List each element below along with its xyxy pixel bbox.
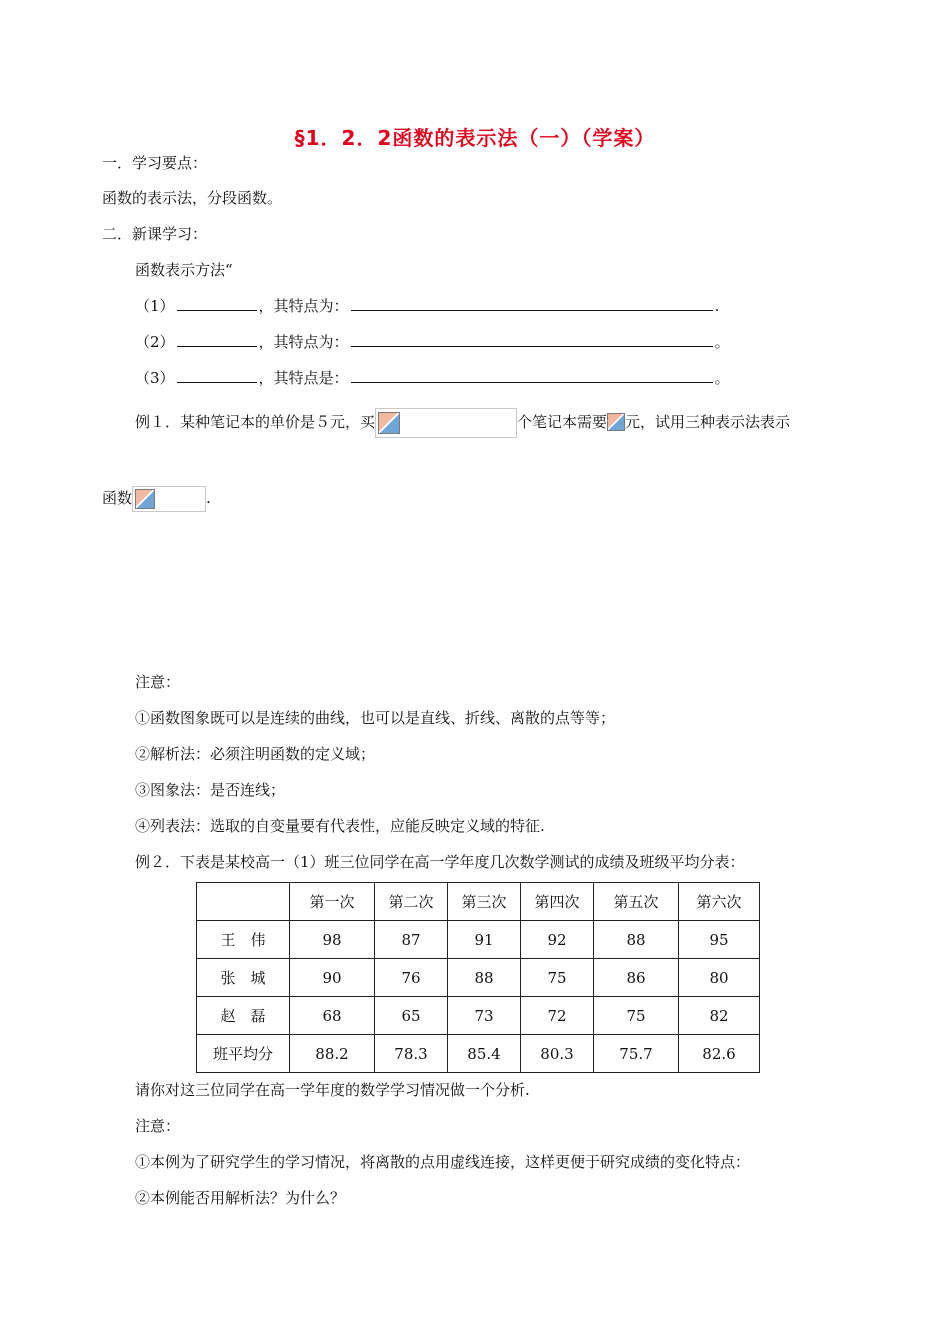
table-header-cell: 第五次 <box>594 883 679 921</box>
student-name-cell: 赵 磊 <box>197 997 290 1035</box>
method-item-label: ，其特点为： <box>258 333 349 351</box>
average-cell: 78.3 <box>375 1035 448 1073</box>
average-cell: 85.4 <box>448 1035 521 1073</box>
method-name-blank[interactable] <box>177 368 257 383</box>
method-feature-blank[interactable] <box>351 332 713 347</box>
example2-question: 请你对这三位同学在高一学年度的数学学习情况做一个分析. <box>135 1081 530 1099</box>
broken-image-icon <box>378 412 400 434</box>
note1-item-2: ②解析法：必须注明函数的定义域； <box>135 745 376 763</box>
example1-text-a: 例１．某种笔记本的单价是５元，买 <box>135 413 376 431</box>
average-cell: 75.7 <box>594 1035 679 1073</box>
score-cell: 91 <box>448 921 521 959</box>
note1-item-3: ③图象法：是否连线； <box>135 781 286 799</box>
table-row <box>197 959 760 997</box>
section1-heading: 一．学习要点： <box>102 154 208 172</box>
score-cell: 72 <box>521 997 594 1035</box>
broken-image-icon <box>135 489 155 509</box>
method-item-3 <box>135 368 730 388</box>
example1-line <box>135 408 790 438</box>
score-cell: 76 <box>375 959 448 997</box>
student-name-cell: 张 城 <box>197 959 290 997</box>
method-item-label: ，其特点为： <box>258 297 349 315</box>
formula-image-placeholder <box>132 486 206 512</box>
note1-item-1: ①函数图象既可以是连续的曲线，也可以是直线、折线、离散的点等等； <box>135 709 616 727</box>
score-cell: 87 <box>375 921 448 959</box>
note2-item-2: ②本例能否用解析法？为什么？ <box>135 1189 346 1207</box>
section1-content: 函数的表示法，分段函数。 <box>102 189 283 207</box>
broken-image-icon <box>607 413 625 431</box>
table-header-cell: 第三次 <box>448 883 521 921</box>
table-header-cell: 第六次 <box>679 883 760 921</box>
example1-line-2 <box>102 486 211 512</box>
method-item-label: ，其特点是： <box>258 369 349 387</box>
methods-intro: 函数表示方法“ <box>135 261 233 279</box>
average-cell: 88.2 <box>290 1035 375 1073</box>
section2-heading: 二．新课学习： <box>102 225 208 243</box>
table-header-cell <box>197 883 290 921</box>
score-cell: 73 <box>448 997 521 1035</box>
table-header-cell: 第一次 <box>290 883 375 921</box>
score-cell: 95 <box>679 921 760 959</box>
score-cell: 82 <box>679 997 760 1035</box>
notes2-heading: 注意： <box>135 1117 181 1135</box>
formula-image-placeholder <box>375 408 517 438</box>
example1-text-b: 个笔记本需要 <box>517 413 608 431</box>
method-name-blank[interactable] <box>177 296 257 311</box>
score-cell: 86 <box>594 959 679 997</box>
method-feature-blank[interactable] <box>351 368 713 383</box>
formula-image-placeholder <box>607 413 625 433</box>
class-average-label-cell: 班平均分 <box>197 1035 290 1073</box>
note1-item-4: ④列表法：选取的自变量要有代表性，应能反映定义域的特征. <box>135 817 545 835</box>
method-item-number: （2） <box>135 333 175 351</box>
method-name-blank[interactable] <box>177 332 257 347</box>
method-feature-blank[interactable] <box>351 296 713 311</box>
table-row <box>197 1035 760 1073</box>
example1-text-e: . <box>206 489 211 507</box>
average-cell: 82.6 <box>679 1035 760 1073</box>
score-cell: 75 <box>594 997 679 1035</box>
example1-text-d: 函数 <box>102 489 133 507</box>
score-cell: 75 <box>521 959 594 997</box>
example2-intro: 例２．下表是某校高一（1）班三位同学在高一学年度几次数学测试的成绩及班级平均分表： <box>135 853 745 871</box>
score-cell: 90 <box>290 959 375 997</box>
method-item-end: 。 <box>714 333 730 351</box>
notes1-heading: 注意： <box>135 673 181 691</box>
scores-table <box>196 882 760 1073</box>
score-cell: 98 <box>290 921 375 959</box>
method-item-number: （1） <box>135 297 175 315</box>
table-header-cell: 第四次 <box>521 883 594 921</box>
table-header-cell: 第二次 <box>375 883 448 921</box>
note2-item-1: ①本例为了研究学生的学习情况，将离散的点用虚线连接，这样更便于研究成绩的变化特点： <box>135 1153 751 1171</box>
table-header-row <box>197 883 760 921</box>
student-name-cell: 王 伟 <box>197 921 290 959</box>
method-item-end: 。 <box>714 369 730 387</box>
method-item-end: . <box>714 297 720 315</box>
table-row <box>197 997 760 1035</box>
method-item-1 <box>135 296 719 316</box>
score-cell: 88 <box>448 959 521 997</box>
method-item-2 <box>135 332 730 352</box>
score-cell: 88 <box>594 921 679 959</box>
score-cell: 80 <box>679 959 760 997</box>
score-cell: 68 <box>290 997 375 1035</box>
page-title: §1．2．2函数的表示法（一）（学案） <box>294 126 656 150</box>
example1-text-c: 元，试用三种表示法表示 <box>625 413 791 431</box>
average-cell: 80.3 <box>521 1035 594 1073</box>
score-cell: 65 <box>375 997 448 1035</box>
method-item-number: （3） <box>135 369 175 387</box>
table-row <box>197 921 760 959</box>
score-cell: 92 <box>521 921 594 959</box>
